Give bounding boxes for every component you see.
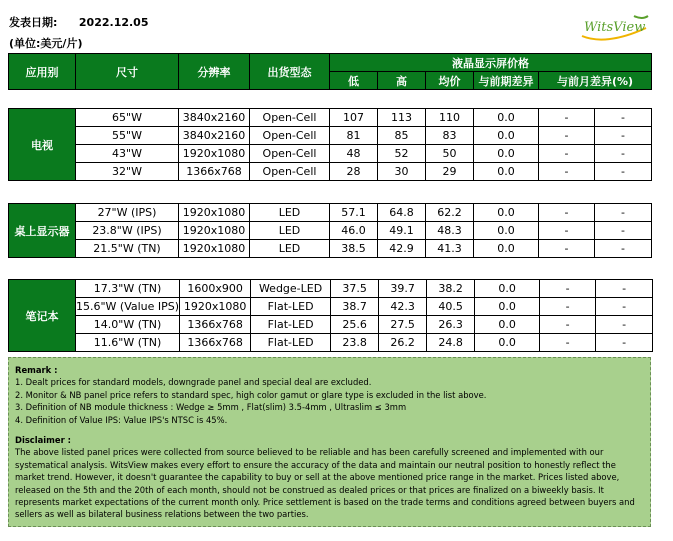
size-cell: 21.5"W (TN) [76,240,179,258]
prev-period-diff-cell: 0.0 [474,127,539,145]
prev-month-diff-cell: - [539,145,595,163]
price-table-header [8,53,652,90]
low-price-cell: 38.7 [331,298,379,316]
resolution-cell: 1920x1080 [179,240,250,258]
prev-period-diff-cell: 0.0 [474,204,539,222]
col-application: 应用别 [9,54,76,90]
shipment-type-cell: Open-Cell [250,145,330,163]
prev-month-pct-cell: - [596,280,653,298]
col-avg: 均价 [426,72,474,90]
size-cell: 11.6"W (TN) [76,334,180,352]
low-price-cell: 48 [330,145,378,163]
prev-month-pct-cell: - [596,298,653,316]
resolution-cell: 1920x1080 [179,222,250,240]
low-price-cell: 107 [330,109,378,127]
remark-line: 1. Dealt prices for standard models, downgrade panel and special deal are excluded. [15,377,372,388]
table-row [9,280,653,298]
avg-price-cell: 110 [426,109,474,127]
size-cell: 43"W [76,145,179,163]
section-monitor [8,203,652,258]
low-price-cell: 23.8 [331,334,379,352]
shipment-type-cell: Flat-LED [251,298,331,316]
resolution-cell: 3840x2160 [179,109,250,127]
category-cell: 笔记本 [9,280,76,352]
remark-box [8,357,651,527]
prev-month-diff-cell: - [540,316,596,334]
prev-period-diff-cell: 0.0 [474,109,539,127]
low-price-cell: 28 [330,163,378,181]
prev-month-diff-cell: - [540,280,596,298]
prev-month-diff-cell: - [539,163,595,181]
prev-month-diff-cell: - [540,298,596,316]
unit-label: (单位:美元/片) [9,37,83,50]
table-row [9,204,652,222]
avg-price-cell: 83 [426,127,474,145]
category-cell: 桌上显示器 [9,204,76,258]
prev-month-pct-cell: - [595,145,652,163]
section-notebook [8,279,653,352]
shipment-type-cell: Flat-LED [251,316,331,334]
table-row [9,109,652,127]
prev-period-diff-cell: 0.0 [474,163,539,181]
high-price-cell: 52 [378,145,426,163]
col-resolution: 分辨率 [179,54,250,90]
low-price-cell: 38.5 [330,240,378,258]
size-cell: 65"W [76,109,179,127]
size-cell: 32"W [76,163,179,181]
high-price-cell: 64.8 [378,204,426,222]
prev-month-pct-cell: - [596,316,653,334]
avg-price-cell: 24.8 [427,334,475,352]
prev-month-diff-cell: - [539,127,595,145]
table-row [9,316,653,334]
prev-month-diff-cell: - [540,334,596,352]
disclaimer-text: The above listed panel prices were collected from source believed to be reliable and has been carefully screened and implemented with our systematical analysis. WitsView makes every effort to ensure the accuracy of the data and maintain our neutral position to honestly reflect the market trend. However, it doesn't guarantee the capability to buy or sell at the above mentioned price range in the market. Prices listed above, released on the 5th and the 20th of each month, should not be construed as dealed prices or that prices are finalized on a biweekly basis. It represents market expectations of the current month only. Price settlement is based on the trade terms and conditions agreed between buyers and sellers as well as bilateral business relations between the two parties. [15,447,635,520]
prev-month-pct-cell: - [596,334,653,352]
col-prev-month-diff: 与前月差异(%) [539,72,652,90]
table-row [9,240,652,258]
size-cell: 17.3"W (TN) [76,280,180,298]
prev-period-diff-cell: 0.0 [475,280,540,298]
low-price-cell: 37.5 [331,280,379,298]
resolution-cell: 3840x2160 [179,127,250,145]
remark-line: 3. Definition of NB module thickness : Wedge ≥ 5mm , Flat(slim) 3.5-4mm , Ultraslim ≤ 3mm [15,402,407,413]
prev-month-pct-cell: - [595,109,652,127]
shipment-type-cell: LED [250,240,330,258]
avg-price-cell: 29 [426,163,474,181]
prev-month-pct-cell: - [595,204,652,222]
prev-period-diff-cell: 0.0 [474,145,539,163]
avg-price-cell: 26.3 [427,316,475,334]
col-shipment-type: 出货型态 [250,54,330,90]
resolution-cell: 1920x1080 [179,145,250,163]
size-cell: 14.0"W (TN) [76,316,180,334]
size-cell: 23.8"W (IPS) [76,222,179,240]
publish-date-value: 2022.12.05 [78,16,149,29]
avg-price-cell: 50 [426,145,474,163]
high-price-cell: 26.2 [379,334,427,352]
logo-text: WitsView [584,20,646,35]
prev-period-diff-cell: 0.0 [475,316,540,334]
remark-line: 4. Definition of Value IPS: Value IPS's NTSC is 45%. [15,414,228,425]
resolution-cell: 1366x768 [180,334,251,352]
high-price-cell: 85 [378,127,426,145]
shipment-type-cell: LED [250,204,330,222]
section-tv [8,108,652,181]
avg-price-cell: 40.5 [427,298,475,316]
table-row [9,222,652,240]
avg-price-cell: 48.3 [426,222,474,240]
col-low: 低 [330,72,378,90]
col-size: 尺寸 [76,54,179,90]
table-row [9,163,652,181]
prev-month-diff-cell: - [539,240,595,258]
low-price-cell: 46.0 [330,222,378,240]
shipment-type-cell: LED [250,222,330,240]
avg-price-cell: 62.2 [426,204,474,222]
prev-month-diff-cell: - [539,222,595,240]
high-price-cell: 42.9 [378,240,426,258]
resolution-cell: 1920x1080 [179,204,250,222]
high-price-cell: 39.7 [379,280,427,298]
shipment-type-cell: Flat-LED [251,334,331,352]
publish-date [9,14,149,30]
size-cell: 15.6"W (Value IPS) [76,298,180,316]
disclaimer-title: Disclaimer : [15,435,71,446]
prev-period-diff-cell: 0.0 [474,240,539,258]
witsview-logo [576,10,656,46]
shipment-type-cell: Open-Cell [250,127,330,145]
size-cell: 55"W [76,127,179,145]
table-row [9,298,653,316]
low-price-cell: 81 [330,127,378,145]
prev-period-diff-cell: 0.0 [474,222,539,240]
table-row [9,334,653,352]
shipment-type-cell: Wedge-LED [251,280,331,298]
prev-month-pct-cell: - [595,222,652,240]
prev-month-pct-cell: - [595,127,652,145]
size-cell: 27"W (IPS) [76,204,179,222]
category-cell: 电视 [9,109,76,181]
resolution-cell: 1366x768 [179,163,250,181]
prev-month-pct-cell: - [595,163,652,181]
remark-title: Remark : [15,365,58,375]
shipment-type-cell: Open-Cell [250,109,330,127]
col-panel-price-group: 液晶显示屏价格 [330,54,652,72]
high-price-cell: 30 [378,163,426,181]
low-price-cell: 25.6 [331,316,379,334]
remark-line: 2. Monitor & NB panel price refers to standard spec, high color gamut or glare type is excluded in the list above. [15,389,487,400]
col-high: 高 [378,72,426,90]
prev-period-diff-cell: 0.0 [475,298,540,316]
shipment-type-cell: Open-Cell [250,163,330,181]
prev-period-diff-cell: 0.0 [475,334,540,352]
high-price-cell: 113 [378,109,426,127]
high-price-cell: 42.3 [379,298,427,316]
high-price-cell: 49.1 [378,222,426,240]
publish-date-label: 发表日期: [9,16,58,29]
resolution-cell: 1600x900 [180,280,251,298]
col-prev-period-diff: 与前期差异 [474,72,539,90]
prev-month-diff-cell: - [539,204,595,222]
resolution-cell: 1920x1080 [180,298,251,316]
avg-price-cell: 38.2 [427,280,475,298]
low-price-cell: 57.1 [330,204,378,222]
prev-month-pct-cell: - [595,240,652,258]
avg-price-cell: 41.3 [426,240,474,258]
high-price-cell: 27.5 [379,316,427,334]
table-row [9,145,652,163]
prev-month-diff-cell: - [539,109,595,127]
table-row [9,127,652,145]
resolution-cell: 1366x768 [180,316,251,334]
